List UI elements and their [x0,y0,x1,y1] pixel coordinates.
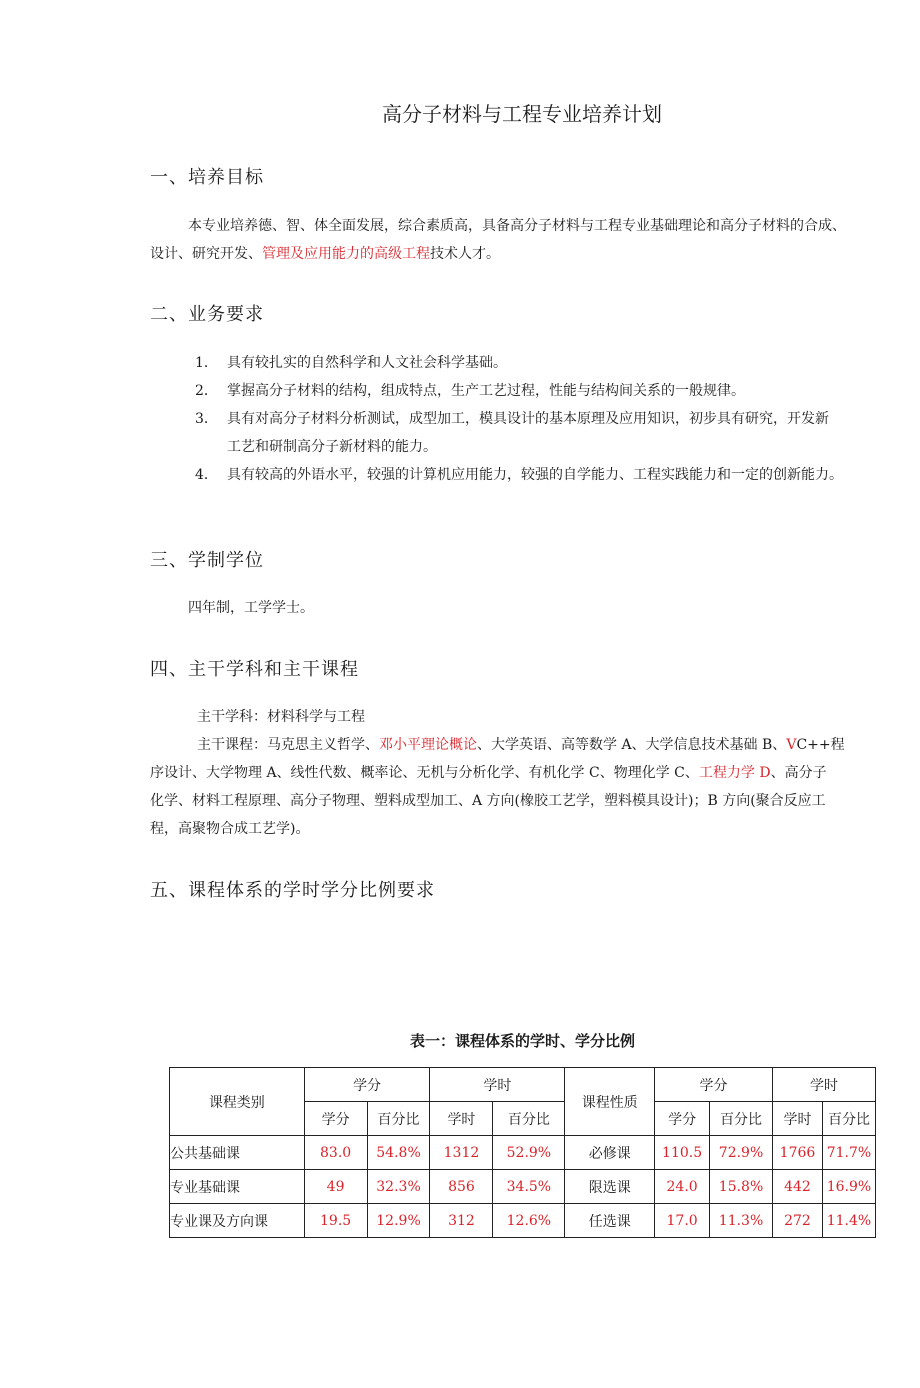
cell-hours-percent: 52.9% [493,1136,565,1170]
credit-hours-table [169,1067,876,1238]
cell-category: 公共基础课 [170,1136,305,1170]
header-category: 课程类别 [170,1068,305,1136]
header-nature-credit: 学分 [655,1068,773,1102]
cell-hours: 1312 [430,1136,493,1170]
cell-hours-percent: 34.5% [493,1170,565,1204]
cell-credit: 49 [304,1170,367,1204]
cell-nature-credit-percent: 11.3% [710,1204,773,1238]
cell-credit: 83.0 [304,1136,367,1170]
objectives-line-1: 本专业培养德、智、体全面发展，综合素质高，具备高分子材料与工程专业基础理论和高分子材料的合成、 [188,218,846,234]
cell-nature-hours-percent: 71.7% [822,1136,875,1170]
objectives-line-2: 设计、研究开发、管理及应用能力的高级工程技术人才。 [150,246,500,262]
subheader-hours: 学时 [430,1102,493,1136]
table-row [170,1170,876,1204]
cell-nature: 限选课 [565,1170,655,1204]
core-courses-line-3: 化学、材料工程原理、高分子物理、塑料成型加工、A 方向(橡胶工艺学，塑料模具设计)；B 方向(聚合反应工 [150,793,826,809]
header-credit: 学分 [304,1068,430,1102]
subheader-hours: 学时 [773,1102,823,1136]
cell-credit-percent: 12.9% [367,1204,430,1238]
cell-hours: 312 [430,1204,493,1238]
cell-nature-credit: 110.5 [655,1136,710,1170]
cell-credit-percent: 32.3% [367,1170,430,1204]
cell-nature-hours: 442 [773,1170,823,1204]
cell-nature-credit-percent: 72.9% [710,1136,773,1170]
core-courses-line-4: 程，高聚物合成工艺学)。 [150,821,310,837]
degree-text: 四年制，工学学士。 [188,600,314,616]
cell-nature-hours-percent: 11.4% [822,1204,875,1238]
cell-credit-percent: 54.8% [367,1136,430,1170]
subheader-credit: 学分 [304,1102,367,1136]
subheader-credit: 学分 [655,1102,710,1136]
subheader-percent: 百分比 [367,1102,430,1136]
core-courses-line-2: 序设计、大学物理 A、线性代数、概率论、无机与分析化学、有机化学 C、物理化学 C、工程力学 D、高分子 [150,765,827,781]
page-title: 高分子材料与工程专业培养计划 [382,102,662,126]
cell-category: 专业基础课 [170,1170,305,1204]
cell-nature-credit: 17.0 [655,1204,710,1238]
core-courses-line-1: 主干课程：马克思主义哲学、邓小平理论概论、大学英语、高等数学 A、大学信息技术基础 B、VC++程 [197,737,845,753]
cell-nature-credit: 24.0 [655,1170,710,1204]
cell-nature-hours: 272 [773,1204,823,1238]
core-discipline: 主干学科：材料科学与工程 [197,709,365,725]
table-row [170,1204,876,1238]
section-heading-credit-ratio: 五、课程体系的学时学分比例要求 [150,880,435,901]
cell-category: 专业课及方向课 [170,1204,305,1238]
subheader-percent: 百分比 [493,1102,565,1136]
cell-nature: 任选课 [565,1204,655,1238]
header-hours: 学时 [430,1068,565,1102]
cell-nature-credit-percent: 15.8% [710,1170,773,1204]
requirements-list: 1． 具有较扎实的自然科学和人文社会科学基础。 2． 掌握高分子材料的结构，组成特点，生产工艺过程，性能与结构间关系的一般规律。 3． 具有对高分子材料分析测试，成型加工，模具设计的基本原理及应用知识，初步具有研究，开发新 工艺和研制高分子新材料的能力。 4． 具有较高的外语水平，较强的计算机应用能力，较强的自学能力、工程实践能力和一定的创新能力。 [195,355,843,483]
table-caption: 表一：课程体系的学时、学分比例 [409,1032,635,1050]
cell-credit: 19.5 [304,1204,367,1238]
table-row [170,1136,876,1170]
subheader-percent: 百分比 [710,1102,773,1136]
cell-hours: 856 [430,1170,493,1204]
section-heading-core-courses: 四、主干学科和主干课程 [150,659,359,680]
cell-hours-percent: 12.6% [493,1204,565,1238]
cell-nature: 必修课 [565,1136,655,1170]
table-header-row [170,1068,876,1102]
section-heading-objectives: 一、培养目标 [150,167,264,188]
section-heading-degree: 三、学制学位 [150,550,264,571]
section-heading-requirements: 二、业务要求 [150,304,264,325]
header-nature-hours: 学时 [773,1068,876,1102]
header-nature: 课程性质 [565,1068,655,1136]
cell-nature-hours-percent: 16.9% [822,1170,875,1204]
subheader-percent: 百分比 [822,1102,875,1136]
cell-nature-hours: 1766 [773,1136,823,1170]
